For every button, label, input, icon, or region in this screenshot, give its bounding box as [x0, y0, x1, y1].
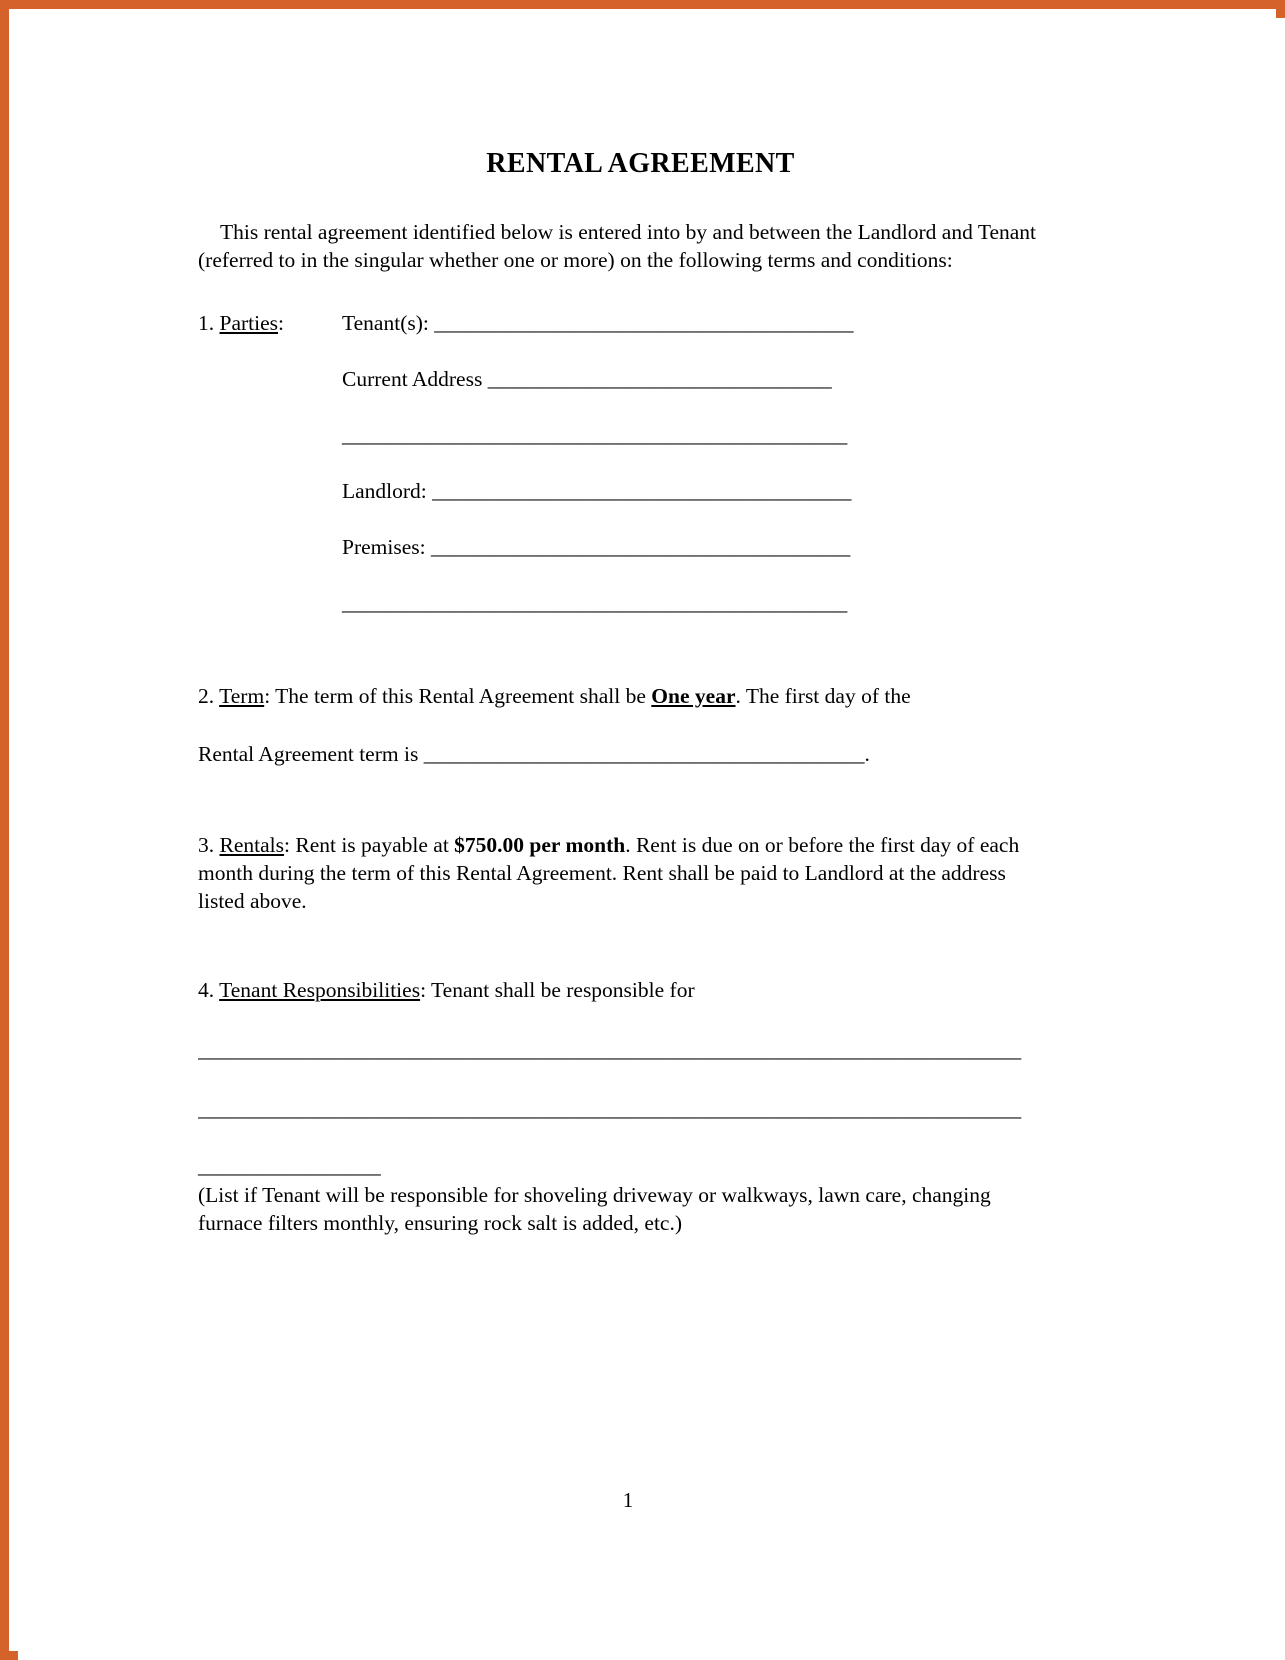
term-line1 — [198, 682, 1058, 710]
term-start-date-blank[interactable]: _________________________________________ — [423, 742, 865, 767]
intro-paragraph: This rental agreement identified below is entered into by and between the Landlord and Tenant (referred to in the singular whether one or more) on the following terms and conditions: — [198, 220, 1037, 273]
field-tenants-blank[interactable]: _______________________________________ — [434, 310, 854, 335]
responsibilities-note: (List if Tenant will be responsible for shoveling driveway or walkways, lawn care, changing furnace filters monthly, ensuring rock salt is added, etc.) — [198, 1183, 991, 1236]
document-body — [198, 148, 1058, 1512]
term-line2 — [198, 740, 1058, 768]
field-current-address-label: Current Address — [342, 366, 483, 391]
parties-fields — [342, 311, 1058, 616]
responsibilities-heading: Tenant Responsibilities — [219, 977, 421, 1002]
field-current-address — [342, 367, 1058, 392]
field-premises-label: Premises: — [342, 534, 426, 559]
responsibilities-number: 4. — [198, 977, 215, 1002]
term-number: 2. — [198, 683, 215, 708]
page-number: 1 — [622, 1488, 634, 1512]
rentals-text-after: . Rent is due on or before the first day of each month during the term of this Rental Agreement. Rent shall be paid to Landlord at the address listed above. — [198, 832, 1020, 914]
field-landlord-label: Landlord: — [342, 478, 427, 503]
rentals-number: 3. — [198, 832, 215, 857]
rentals-amount: $750.00 per month — [454, 832, 626, 857]
responsibilities-blank-line-3[interactable]: _________________ — [198, 1154, 381, 1178]
term-duration: One year — [651, 683, 736, 708]
field-premises-blank[interactable]: _______________________________________ — [430, 534, 851, 559]
section-term — [198, 682, 1058, 769]
term-heading: Term — [219, 683, 265, 708]
section-parties — [198, 311, 1058, 616]
parties-number: 1. — [198, 310, 215, 335]
term-text-before: : The term of this Rental Agreement shall be — [264, 683, 652, 708]
field-tenants — [342, 311, 1058, 336]
section-rentals — [198, 831, 1056, 916]
parties-heading: Parties — [219, 310, 279, 335]
field-current-address-blank[interactable]: ________________________________ — [487, 366, 832, 391]
rentals-paragraph — [198, 831, 1056, 916]
document-page — [18, 18, 1285, 1660]
responsibilities-blank-line-2[interactable]: ______________________________________________________________________________ — [198, 1097, 1021, 1121]
responsibilities-text-after: : Tenant shall be responsible for — [420, 977, 695, 1002]
parties-label — [198, 311, 284, 336]
field-tenants-label: Tenant(s): — [342, 310, 429, 335]
term-text-after: . The first day of the — [735, 683, 911, 708]
section-tenant-responsibilities — [198, 976, 1058, 1238]
parties-colon: : — [278, 310, 285, 335]
responsibilities-blank-line-1[interactable]: ______________________________________________________________________________ — [198, 1038, 1021, 1062]
field-current-address-line2 — [342, 423, 1058, 448]
field-landlord-blank[interactable]: _______________________________________ — [432, 478, 852, 503]
field-landlord — [342, 479, 1058, 504]
rentals-text-before: : Rent is payable at — [284, 832, 455, 857]
field-premises — [342, 535, 1058, 560]
field-premises-line2-blank[interactable]: _______________________________________________ — [342, 590, 848, 615]
term-line2-after: . — [864, 742, 870, 767]
term-line2-before: Rental Agreement term is — [198, 742, 424, 767]
responsibilities-heading-line — [198, 976, 1058, 1004]
field-current-address-line2-blank[interactable]: _______________________________________________ — [342, 422, 848, 447]
page-title: RENTAL AGREEMENT — [486, 148, 795, 179]
rentals-heading: Rentals — [219, 832, 284, 857]
field-premises-line2 — [342, 591, 1058, 616]
